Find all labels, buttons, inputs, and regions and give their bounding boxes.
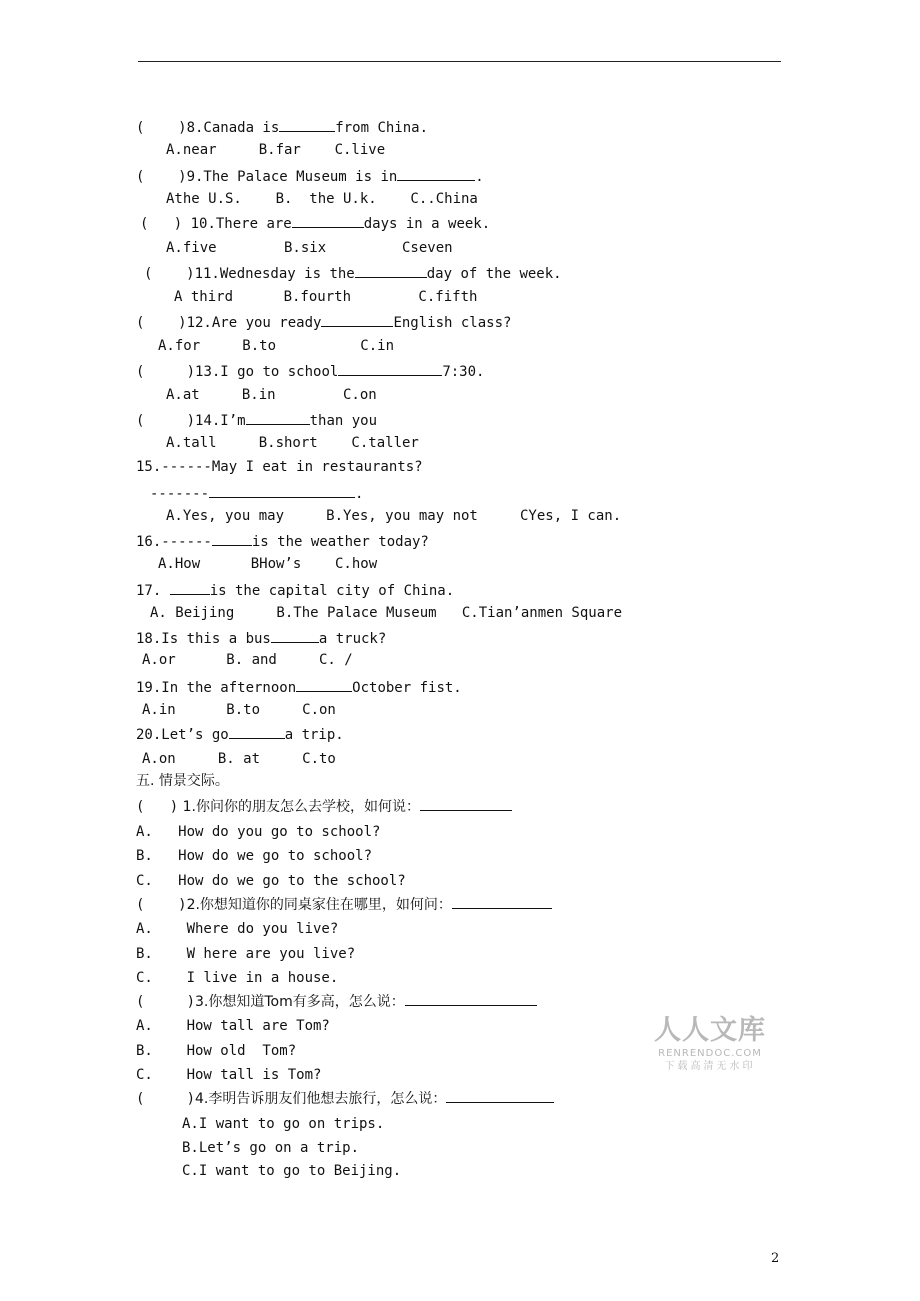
answer-blank	[321, 313, 393, 327]
situation-2-option-a: A. Where do you live?	[136, 921, 339, 937]
options-17: A. Beijing B.The Palace Museum C.Tian’anmen Square	[150, 605, 623, 621]
answer-blank	[420, 797, 512, 811]
question-text-end: .	[475, 169, 484, 185]
situation-4	[136, 1089, 554, 1107]
options-9: Athe U.S. B. the U.k. C..China	[166, 191, 478, 207]
answer-blank	[405, 992, 537, 1006]
question-text: 16.------	[136, 534, 212, 550]
answer-blank	[355, 264, 427, 278]
page-number: 2	[771, 1251, 780, 1266]
question-14	[136, 411, 377, 429]
question-text: 9.The Palace Museum is in	[186, 169, 398, 185]
question-text: 10.There are	[182, 216, 292, 232]
options-14: A.tall B.short C.taller	[166, 435, 419, 451]
question-text-end: a trip.	[284, 727, 344, 743]
answer-paren: ( )	[136, 169, 187, 185]
question-8	[136, 118, 428, 136]
answer-paren: ( )	[144, 266, 195, 282]
situation-4-option-a: A.I want to go on trips.	[182, 1116, 385, 1132]
question-12	[136, 313, 511, 331]
options-15: A.Yes, you may B.Yes, you may not CYes, I can.	[166, 508, 622, 524]
answer-blank	[271, 629, 319, 643]
situation-2-option-c: C. I live in a house.	[136, 970, 339, 986]
question-text-end: October fist.	[352, 680, 462, 696]
question-11	[144, 264, 562, 282]
question-text: 8.Canada is	[186, 120, 280, 136]
situation-2	[136, 895, 552, 913]
question-text: 12.Are you ready	[186, 315, 322, 331]
situation-4-option-c: C.I want to go to Beijing.	[182, 1163, 402, 1179]
answer-blank	[397, 167, 475, 181]
question-text: 14.I’m	[195, 413, 246, 429]
answer-paren: ( )	[136, 1091, 196, 1107]
situation-text: 1.你问你的朋友怎么去学校，如何说：	[178, 799, 420, 815]
situation-1-option-c: C. How do we go to the school?	[136, 873, 406, 889]
question-text: 19.In the afternoon	[136, 680, 297, 696]
situation-2-option-b: B. W here are you live?	[136, 946, 356, 962]
answer-paren: ( )	[136, 364, 196, 380]
question-text-end: from China.	[335, 120, 429, 136]
options-10: A.five B.six Cseven	[166, 240, 453, 256]
question-20	[136, 725, 344, 743]
situation-4-option-b: B.Let’s go on a trip.	[182, 1140, 360, 1156]
answer-paren: ( )	[136, 897, 187, 913]
section-5-heading: 五. 情景交际。	[136, 773, 229, 789]
question-text-end: is the capital city of China.	[209, 583, 455, 599]
answer-blank	[446, 1089, 554, 1103]
options-8: A.near B.far C.live	[166, 142, 386, 158]
question-text: 20.Let’s go	[136, 727, 229, 743]
answer-blank	[209, 484, 355, 498]
options-11: A third B.fourth C.fifth	[174, 289, 478, 305]
situation-text: 3.你想知道Tom有多高，怎么说：	[195, 994, 405, 1010]
question-text: 17.	[136, 583, 170, 599]
answer-blank	[246, 411, 310, 425]
answer-paren: ( )	[136, 994, 196, 1010]
situation-1-option-a: A. How do you go to school?	[136, 824, 381, 840]
question-text: 11.Wednesday is the	[194, 266, 355, 282]
question-15: 15.------May I eat in restaurants?	[136, 459, 423, 475]
situation-1	[136, 797, 512, 815]
answer-blank	[338, 362, 442, 376]
situation-3-option-b: B. How old Tom?	[136, 1043, 297, 1059]
question-17	[136, 581, 454, 599]
answer-blank	[279, 118, 335, 132]
question-9	[136, 167, 484, 185]
answer-paren: ( )	[136, 413, 196, 429]
answer-blank	[212, 532, 252, 546]
question-text: 18.Is this a bus	[136, 631, 271, 647]
question-13	[136, 362, 484, 380]
options-16: A.How BHow’s C.how	[158, 556, 378, 572]
question-text-end: day of the week.	[426, 266, 562, 282]
question-text: 13.I go to school	[195, 364, 339, 380]
situation-3-option-c: C. How tall is Tom?	[136, 1067, 322, 1083]
situation-3-option-a: A. How tall are Tom?	[136, 1018, 330, 1034]
question-19	[136, 678, 462, 696]
options-20: A.on B. at C.to	[142, 751, 336, 767]
header-rule	[138, 61, 781, 62]
question-16	[136, 532, 429, 550]
answer-paren: ( )	[140, 216, 183, 232]
situation-text: 4.李明告诉朋友们他想去旅行，怎么说：	[195, 1091, 447, 1107]
question-text-end: English class?	[393, 315, 512, 331]
dash-prefix: -------	[150, 486, 210, 502]
answer-paren: ( )	[136, 799, 179, 815]
options-12: A.for B.to C.in	[158, 338, 395, 354]
situation-text: 2.你想知道你的同桌家住在哪里，如何问：	[186, 897, 452, 913]
question-text-end: than you	[309, 413, 378, 429]
options-18: A.or B. and C. /	[142, 652, 353, 668]
answer-line-15	[150, 484, 363, 502]
answer-blank	[229, 725, 285, 739]
question-text-end: days in a week.	[363, 216, 491, 232]
situation-1-option-b: B. How do we go to school?	[136, 848, 373, 864]
answer-blank	[296, 678, 352, 692]
question-10	[140, 214, 490, 232]
watermark-subtitle: 下载高清无水印	[664, 1061, 756, 1072]
answer-blank	[292, 214, 364, 228]
question-18	[136, 629, 386, 647]
options-19: A.in B.to C.on	[142, 702, 336, 718]
answer-paren: ( )	[136, 120, 187, 136]
question-text-end: .	[355, 486, 364, 502]
answer-blank	[452, 895, 552, 909]
question-text-end: a truck?	[318, 631, 387, 647]
watermark-url: RENRENDOC.COM	[658, 1048, 762, 1059]
situation-3	[136, 992, 537, 1010]
answer-blank	[170, 581, 210, 595]
watermark-title: 人人文库	[654, 1015, 766, 1046]
question-text-end: is the weather today?	[251, 534, 429, 550]
options-13: A.at B.in C.on	[166, 387, 377, 403]
question-text-end: 7:30.	[442, 364, 485, 380]
watermark	[647, 1015, 773, 1073]
answer-paren: ( )	[136, 315, 187, 331]
